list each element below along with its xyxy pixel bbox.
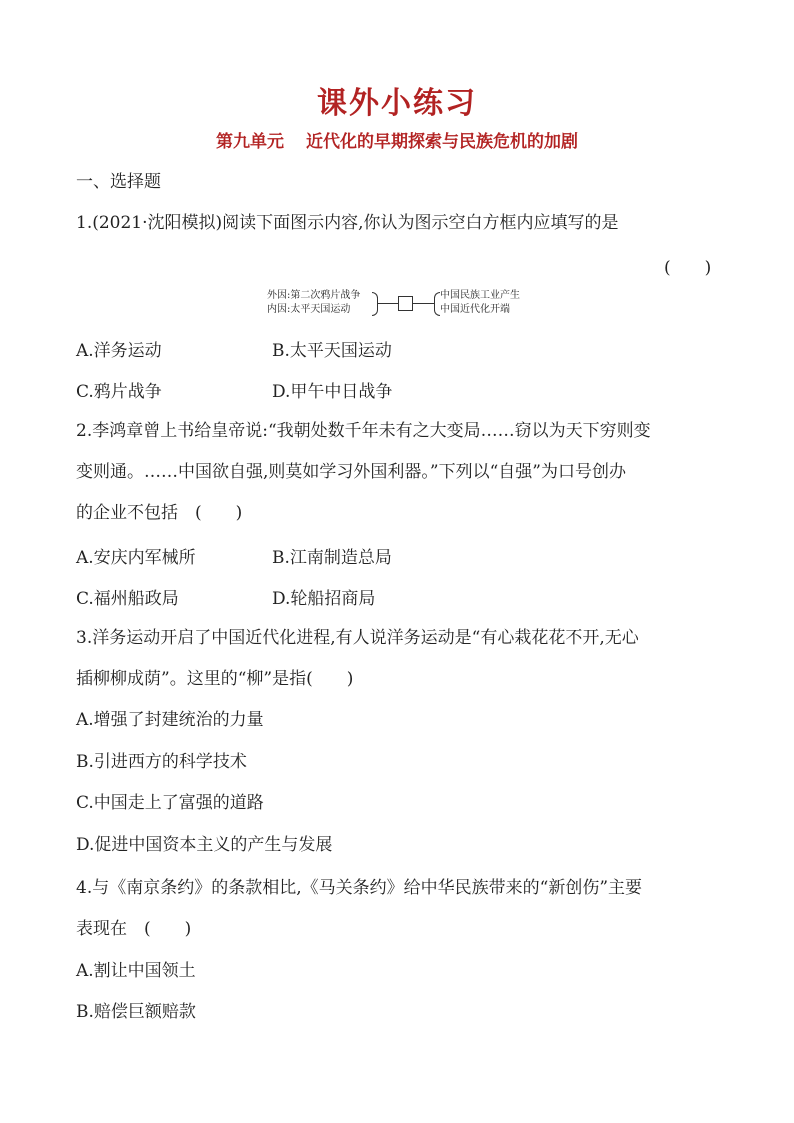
question-1-stem: 1.(2021·沈阳模拟)阅读下面图示内容,你认为图示空白方框内应填写的是 [76,213,619,233]
q2-option-d: D.轮船招商局 [272,589,376,609]
q3-option-a: A.增强了封建统治的力量 [76,710,264,730]
q1-option-b: B.太平天国运动 [272,341,392,361]
q2-option-a: A.安庆内军械所 [76,548,196,568]
unit-subtitle [0,127,794,152]
diagram-connector-right [412,303,434,304]
q4-option-b: B.赔偿巨额赔款 [76,1002,196,1022]
diagram-effect-industry: 中国民族工业产生 [440,290,520,301]
q1-option-a: A.洋务运动 [76,341,162,361]
q1-option-c: C.鸦片战争 [76,382,162,402]
question-1-diagram [264,284,544,328]
question-2-line-1: 2.李鸿章曾上书给皇帝说:“我朝处数千年未有之大变局……窃以为天下穷则变 [76,421,651,441]
question-3-line-1: 3.洋务运动开启了中国近代化进程,有人说洋务运动是“有心栽花花不开,无心 [76,628,639,648]
page-title: 课外小练习 [317,86,477,121]
q4-option-a: A.割让中国领土 [76,961,196,981]
diagram-effect-modernization: 中国近代化开端 [440,304,510,315]
question-2-line-3: 的企业不包括 ( ) [76,503,243,523]
diagram-connector-left [378,303,398,304]
question-2-line-2: 变则通。……中国欲自强,则莫如学习外国利器。”下列以“自强”为口号创办 [76,462,626,482]
q2-option-c: C.福州船政局 [76,589,179,609]
q1-option-d: D.甲午中日战争 [272,382,393,402]
diagram-effects [440,289,520,317]
diagram-internal-cause: 内因:太平天国运动 [267,304,351,315]
diagram-causes [267,289,360,317]
diagram-external-cause: 外因:第二次鸦片战争 [267,290,361,301]
unit-topic: 近代化的早期探索与民族危机的加剧 [306,132,578,152]
question-1-answer-blank: ( ) [664,258,712,278]
q2-option-b: B.江南制造总局 [272,548,392,568]
question-4-line-2: 表现在 ( ) [76,919,192,939]
diagram-left-brace [372,292,378,316]
question-3-line-2: 插柳柳成荫”。这里的“柳”是指( ) [76,669,354,689]
q3-option-d: D.促进中国资本主义的产生与发展 [76,835,333,855]
diagram-blank-box [398,296,413,311]
unit-label: 第九单元 [216,132,284,152]
q3-option-c: C.中国走上了富强的道路 [76,793,264,813]
q3-option-b: B.引进西方的科学技术 [76,752,247,772]
question-4-line-1: 4.与《南京条约》的条款相比,《马关条约》给中华民族带来的“新创伤”主要 [76,878,643,898]
section-heading: 一、选择题 [76,172,161,192]
